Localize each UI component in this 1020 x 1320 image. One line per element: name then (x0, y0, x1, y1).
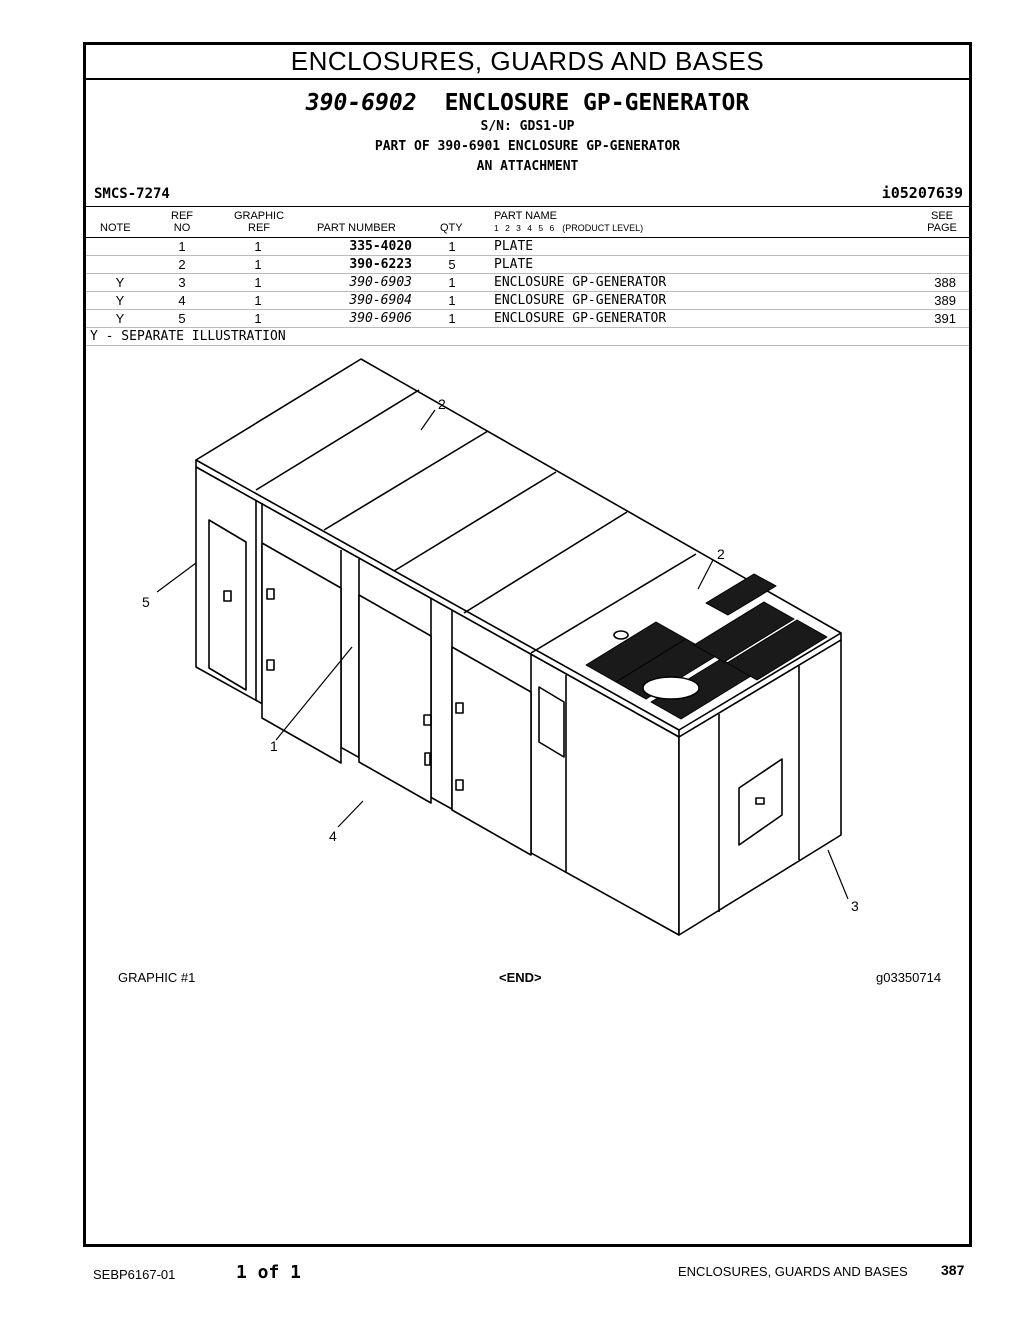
cell-qty: 1 (448, 311, 456, 326)
table-row (86, 238, 969, 256)
smcs-code: SMCS-7274 (94, 186, 170, 202)
cell-part-name: ENCLOSURE GP-GENERATOR (494, 293, 667, 308)
callout-2-top: 2 (438, 396, 446, 412)
callout-3: 3 (851, 898, 859, 914)
header-product-level: (PRODUCT LEVEL) (562, 223, 644, 233)
header-part-name (494, 210, 643, 234)
header-ref-no (170, 210, 194, 234)
cell-part-name: PLATE (494, 239, 534, 254)
header-graphic-ref (229, 210, 289, 234)
cell-graphic-ref: 1 (254, 293, 262, 308)
callout-5: 5 (142, 594, 150, 610)
table-footnote: Y - SEPARATE ILLUSTRATION (86, 328, 969, 346)
cell-note: Y (115, 275, 125, 290)
header-note: NOTE (100, 222, 131, 234)
table-header (86, 206, 969, 238)
header-graphic-ref-label: REF (248, 222, 270, 234)
header-part-number: PART NUMBER (317, 222, 396, 234)
cell-part-number: 390-6904 (349, 293, 412, 308)
cell-see-page: 391 (934, 311, 956, 326)
part-header (86, 89, 969, 177)
cell-ref-no: 1 (178, 239, 186, 254)
illustration-id: i05207639 (881, 184, 963, 202)
serial-range: S/N: GDS1-UP (480, 119, 575, 134)
graphic-id: g03350714 (876, 970, 942, 985)
cell-part-number: 390-6223 (349, 257, 412, 272)
header-no: NO (173, 222, 191, 234)
cell-ref-no: 2 (178, 257, 186, 272)
cell-ref-no: 4 (178, 293, 186, 308)
footer-doc-number: SEBP6167-01 (93, 1267, 176, 1282)
cell-ref-no: 3 (178, 275, 186, 290)
exhaust-opening (643, 677, 699, 699)
footer-section: ENCLOSURES, GUARDS AND BASES (678, 1264, 908, 1279)
part-name: ENCLOSURE GP-GENERATOR (444, 90, 750, 116)
page-frame (83, 42, 972, 1247)
header-graphic: GRAPHIC (233, 210, 285, 222)
cell-part-number: 335-4020 (349, 239, 412, 254)
table-row (86, 256, 969, 274)
cell-qty: 1 (448, 275, 456, 290)
footer-page-number: 387 (941, 1262, 965, 1278)
section-title: ENCLOSURES, GUARDS AND BASES (86, 45, 969, 80)
footer-page-of: 1 of 1 (236, 1262, 302, 1283)
attachment-line: AN ATTACHMENT (476, 159, 579, 174)
cell-note: Y (115, 293, 125, 308)
header-ref: REF (171, 210, 193, 222)
cell-part-number: 390-6906 (349, 311, 412, 326)
graphic-label: GRAPHIC #1 (118, 970, 196, 985)
cell-graphic-ref: 1 (254, 311, 262, 326)
cell-part-name: PLATE (494, 257, 534, 272)
callout-4: 4 (329, 828, 337, 844)
callout-1: 1 (270, 738, 278, 754)
cell-part-name: ENCLOSURE GP-GENERATOR (494, 275, 667, 290)
cell-see-page: 388 (934, 275, 956, 290)
table-row (86, 274, 969, 292)
cell-graphic-ref: 1 (254, 275, 262, 290)
cell-graphic-ref: 1 (254, 239, 262, 254)
cell-part-name: ENCLOSURE GP-GENERATOR (494, 311, 667, 326)
header-part-name-label: PART NAME (494, 210, 557, 222)
header-qty: QTY (440, 222, 463, 234)
table-row (86, 310, 969, 328)
lifting-eye (614, 631, 628, 639)
cell-qty: 1 (448, 239, 456, 254)
graphic-end-marker: <END> (499, 970, 542, 985)
cell-part-number: 390-6903 (349, 275, 412, 290)
parts-table (86, 206, 969, 346)
cell-see-page: 389 (934, 293, 956, 308)
part-number: 390-6902 (305, 90, 417, 116)
cell-qty: 5 (448, 257, 456, 272)
callout-2-right: 2 (717, 546, 725, 562)
table-row (86, 292, 969, 310)
header-levels: 1 2 3 4 5 6 (494, 223, 557, 233)
part-of-line: PART OF 390-6901 ENCLOSURE GP-GENERATOR (374, 139, 681, 154)
cell-note: Y (115, 311, 125, 326)
cell-qty: 1 (448, 293, 456, 308)
header-see-page (922, 210, 962, 234)
header-page: PAGE (927, 222, 957, 234)
cell-ref-no: 5 (178, 311, 186, 326)
part-title (86, 89, 969, 117)
header-see: SEE (930, 210, 953, 222)
table-body (86, 238, 969, 328)
side-access-panel (209, 520, 246, 690)
enclosure-illustration (86, 345, 969, 945)
cell-graphic-ref: 1 (254, 257, 262, 272)
